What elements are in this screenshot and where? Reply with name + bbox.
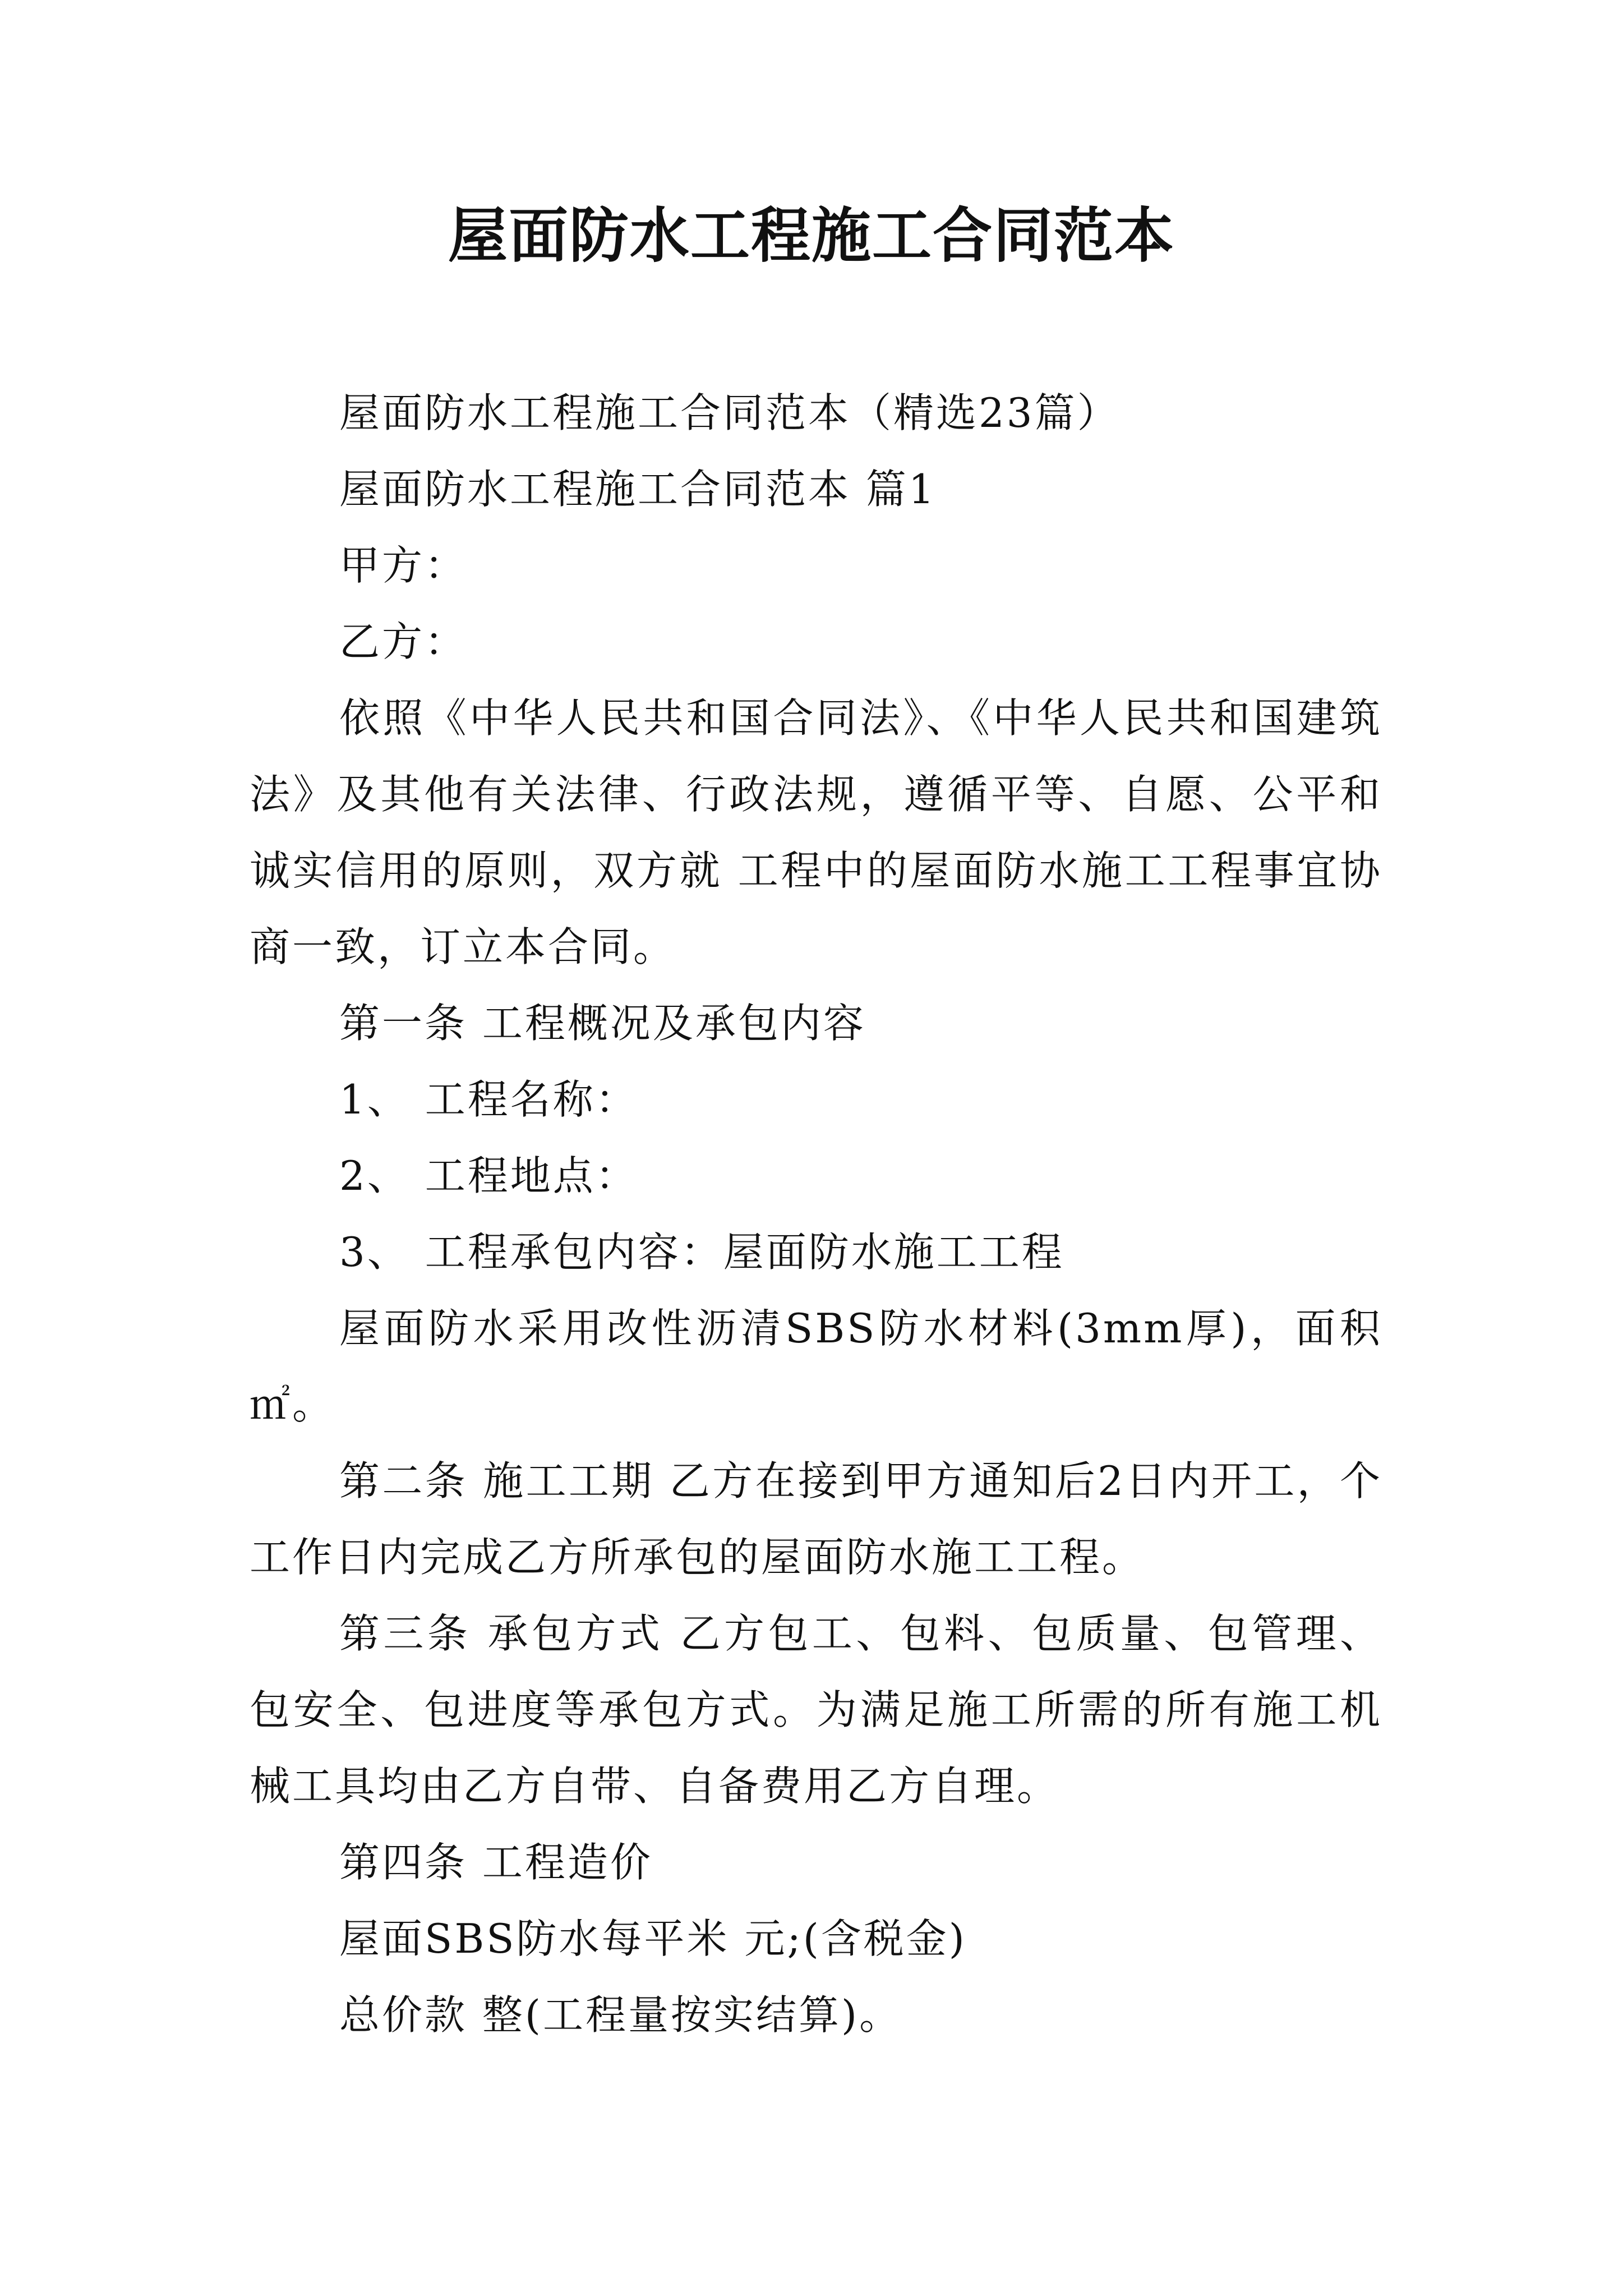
paragraph-section-heading: 屋面防水工程施工合同范本 篇1	[339, 466, 937, 513]
paragraph-total-price: 总价款 整(工程量按实结算)。	[339, 1991, 902, 2039]
document-body	[250, 375, 1382, 2053]
paragraph-item-1: 1、 工程名称：	[339, 1076, 638, 1123]
paragraph-subtitle: 屋面防水工程施工合同范本（精选23篇）	[339, 389, 1120, 436]
paragraph-article-1: 第一条 工程概况及承包内容	[339, 1000, 866, 1047]
paragraph-party-b: 乙方：	[339, 618, 468, 665]
paragraph-article-3: 第三条 承包方式 乙方包工、包料、包质量、包管理、包安全、包进度等承包方式。为满足施工所需的所有施工机械工具均由乙方自带、自备费用乙方自理。	[250, 1610, 1382, 1810]
document-title: 屋面防水工程施工合同范本	[448, 200, 1175, 270]
paragraph-article-4: 第四条 工程造价	[339, 1839, 653, 1886]
paragraph-item-2: 2、 工程地点：	[339, 1152, 638, 1199]
paragraph-unit-price: 屋面SBS防水每平米 元;(含税金)	[339, 1915, 967, 1962]
paragraph-material: 屋面防水采用改性沥清SBS防水材料(3mm厚)，面积㎡。	[250, 1305, 1382, 1428]
paragraph-preamble: 依照《中华人民共和国合同法》、《中华人民共和国建筑法》及其他有关法律、行政法规，遵循平等、自愿、公平和诚实信用的原则，双方就 工程中的屋面防水施工工程事宜协商一致，订立本合同。	[250, 694, 1382, 970]
paragraph-item-3: 3、 工程承包内容：屋面防水施工工程	[339, 1228, 1064, 1276]
paragraph-article-2: 第二条 施工工期 乙方在接到甲方通知后2日内开工，个工作日内完成乙方所承包的屋面防水施工工程。	[250, 1457, 1382, 1581]
paragraph-party-a: 甲方：	[339, 542, 468, 589]
